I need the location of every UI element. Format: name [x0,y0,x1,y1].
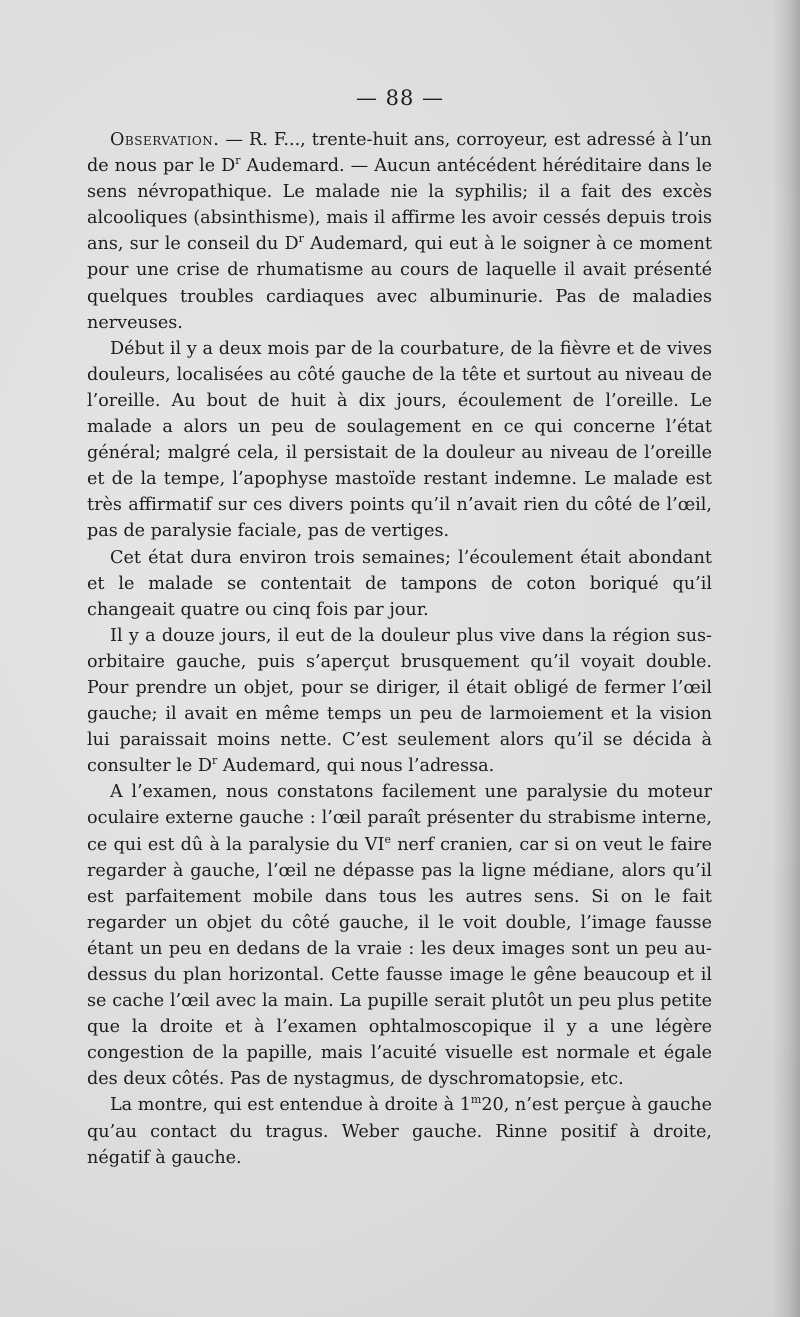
paragraph-text: Audemard. — Aucun antécédent héréditaire dans le sens névropathique. Le malade nie la syphilis; il a fait des excès alcooliques (absinthisme), mais il affirme les avoir cessés depuis trois ans, sur le conseil du D [87,156,712,255]
paragraph-text: Il y a douze jours, il eut de la douleur plus vive dans la région sus-orbitaire gauche, puis s’aperçut brusquement qu’il voyait double. Pour prendre un objet, pour se diriger, il était obligé de fermer l’œil gauche; il avait en même temps un peu de larmoiement et la vision lui paraissait moins nette. C’est seulement alors qu’il se décida à consulter le D [87,625,712,777]
paragraph-text: La montre, qui est entendue à droite à 1 [110,1095,471,1116]
paragraph-debut [87,336,712,545]
paragraph-text: Audemard, qui nous l’adressa. [217,756,495,777]
superscript: r [298,232,304,246]
paragraph-etat [87,545,712,623]
paragraph-examen [87,779,712,1092]
paragraph-text: nerf cranien, car si on veut le faire regarder à gauche, l’œil ne dépasse pas la ligne médiane, alors qu’il est parfaitement mobile dans tous les autres sens. Si on le fait regarder un objet du côté gauche, il le voit double, l’image fausse étant un peu en dedans de la vraie : les deux images sont un peu au-dessus du plan horizontal. Cette fausse image le gêne beaucoup et il se cache l’œil avec la main. La pupille serait plutôt un peu plus petite que la droite et à l’examen ophtalmoscopique il y a une légère congestion de la papille, mais l’acuité visuelle est normale et égale des deux côtés. Pas de nystagmus, de dyschromatopsie, etc. [87,834,712,1090]
paragraph-observation [87,127,712,336]
paragraph-text: 20, n’est perçue à gauche qu’au contact du tragus. Weber gauche. Rinne positif à droite, négatif à gauche. [87,1095,713,1168]
paragraph-text: A l’examen, nous constatons facilement une paralysie du moteur oculaire externe gauche : l’œil paraît présenter du strabisme interne, ce qui est dû à la paralysie du VI [87,782,712,855]
superscript: m [470,1093,482,1107]
superscript: r [212,754,218,768]
superscript: r [235,154,241,168]
page-number: — 88 — [355,86,445,110]
paragraph-text: Début il y a deux mois par de la courbature, de la fièvre et de vives douleurs, localisées au côté gauche de la tête et surtout au niveau de l’oreille. Au bout de huit à dix jours, écoulement de l’oreille. Le malade a alors un peu de soulagement en ce qui concerne l’état général; malgré cela, il persistait de la douleur au niveau de l’oreille et de la tempe, l’apophyse mastoïde restant indemne. Le malade est très affirmatif sur ces divers points qu’il n’avait rien du côté de l’œil, pas de paralysie faciale, pas de vertiges. [87,338,712,542]
observation-lead: Observation. [110,130,220,150]
paragraph-douze-jours [87,623,712,780]
body-text [87,127,712,1171]
paragraph-montre [87,1092,712,1170]
paragraph-text: — R. F..., trente-huit ans, corroyeur, est adressé à l’un de nous par le D [87,130,712,177]
superscript: e [384,832,391,846]
paragraph-text: Audemard, qui eut à le soigner à ce moment pour une crise de rhumatisme au cours de laquelle il avait présenté quelques troubles cardiaques avec albuminurie. Pas de maladies nerveuses. [87,234,712,333]
page-edge-shadow [772,0,800,1317]
paragraph-text: Cet état dura environ trois semaines; l’écoulement était abondant et le malade se contentait de tampons de coton boriqué qu’il changeait quatre ou cinq fois par jour. [87,547,712,620]
